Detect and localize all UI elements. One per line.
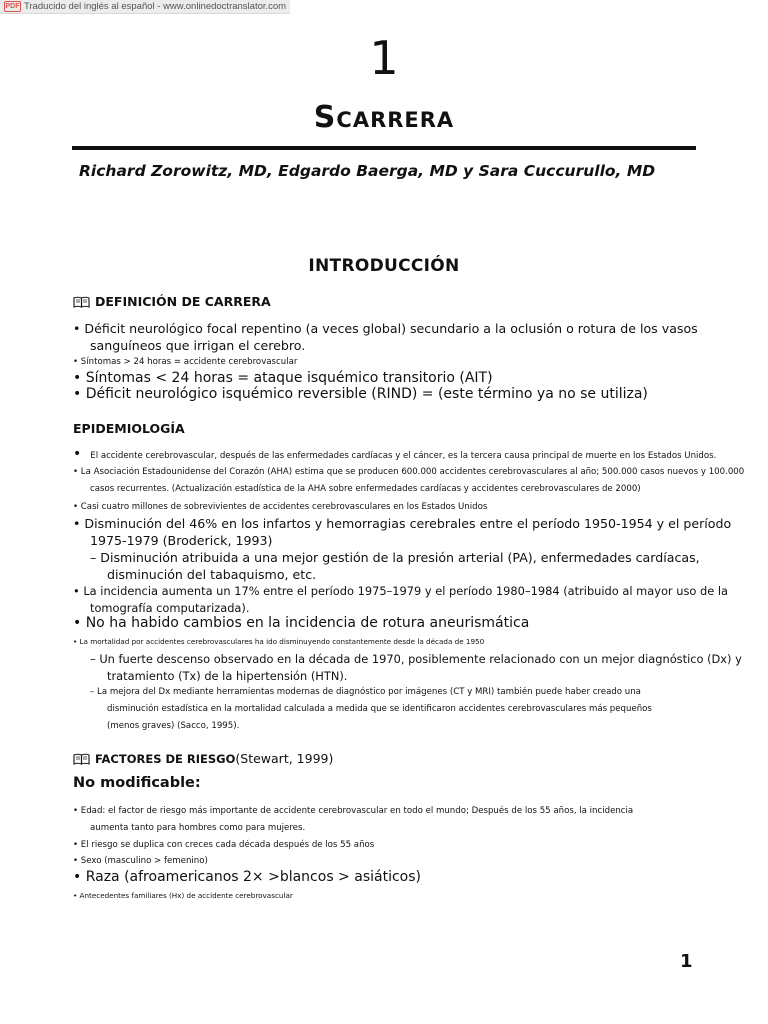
epidemiology-bullet-1: • El accidente cerebrovascular, después de las enfermedades cardíacas y el cáncer, es la tercera causa principal de muerte en los Estados Unidos.	[73, 446, 717, 462]
risk-bullet-1: • Edad: el factor de riesgo más importante de accidente cerebrovascular en todo el mundo; Después de los 55 años, la incidencia aumenta tanto para hombres como para mujeres.	[73, 806, 634, 833]
definition-heading-text: DEFINICIÓN DE CARRERA	[95, 294, 271, 309]
definition-bullet-4: • Déficit neurológico isquémico reversible (RIND) = (este término ya no se utiliza)	[73, 386, 648, 402]
definition-bullet-2: • Síntomas > 24 horas = accidente cerebrovascular	[73, 357, 298, 367]
non-modifiable-heading: No modificable:	[73, 775, 201, 791]
definition-bullet-3: • Síntomas < 24 horas = ataque isquémico transitorio (AIT)	[73, 370, 493, 386]
risk-bullet-5: • Antecedentes familiares (Hx) de accidente cerebrovascular	[73, 891, 293, 900]
page-number: 1	[680, 951, 693, 972]
epidemiology-sub-1: – Un fuerte descenso observado en la década de 1970, posiblemente relacionado con un mejor diagnóstico (Dx) y tratamiento (Tx) de la hipertensión (HTN).	[90, 652, 742, 683]
title-rule	[72, 146, 696, 150]
definition-bullet-1: • Déficit neurológico focal repentino (a veces global) secundario a la oclusión o rotura de los vasos sanguíneos que irrigan el cerebro.	[73, 321, 698, 353]
translator-banner[interactable]	[0, 0, 290, 14]
risk-factors-heading	[73, 751, 333, 766]
epidemiology-bullet-5: • La incidencia aumenta un 17% entre el período 1975–1979 y el período 1980–1984 (atribuido al mayor uso de la tomografía computarizada).	[73, 584, 728, 615]
epidemiology-bullet-6: • No ha habido cambios en la incidencia de rotura aneurismática	[73, 615, 530, 631]
definition-heading	[73, 294, 271, 309]
epidemiology-bullet-7: • La mortalidad por accidentes cerebrovasculares ha ido disminuyendo constantemente desde la década de 1950	[73, 637, 485, 646]
risk-bullet-4: • Raza (afroamericanos 2× >blancos > asiáticos)	[73, 869, 421, 885]
epidemiology-bullet-2: • La Asociación Estadounidense del Corazón (AHA) estima que se producen 600.000 accidentes cerebrovasculares al año; 500.000 casos nuevos y 100.000 casos recurrentes. (Actualización estadística de la AHA sobre enfermedades cardíacas y accidentes cerebrovasculares de 2000)	[73, 467, 745, 494]
book-icon	[73, 753, 90, 765]
epidemiology-heading: EPIDEMIOLOGÍA	[73, 421, 185, 436]
pdf-logo-icon: PDF	[5, 3, 20, 10]
authors: Richard Zorowitz, MD, Edgardo Baerga, MD y Sara Cuccurullo, MD	[79, 162, 656, 180]
book-icon	[73, 296, 90, 308]
risk-bullet-2: • El riesgo se duplica con creces cada década después de los 55 años	[73, 840, 375, 850]
risk-factors-citation: (Stewart, 1999)	[235, 751, 334, 766]
risk-bullet-3: • Sexo (masculino > femenino)	[73, 856, 208, 866]
risk-factors-heading-text: FACTORES DE RIESGO	[95, 751, 236, 766]
epidemiology-bullet-4: • Disminución del 46% en los infartos y hemorragias cerebrales entre el período 1950-1954 y el período 1975-1979 (Broderick, 1993) – Disminución atribuida a una mejor gestión de la presión arterial (PA), enfermedades cardíacas, disminución del tabaquismo, etc.	[73, 516, 732, 582]
epidemiology-sub-2: – La mejora del Dx mediante herramientas modernas de diagnóstico por imágenes (CT y MRI) también puede haber creado una disminución estadística en la mortalidad calculada a medida que se identificaron accidentes cerebrovasculares más pequeños (menos graves) (Sacco, 1995).	[90, 687, 652, 731]
epidemiology-bullet-3: • Casi cuatro millones de sobrevivientes de accidentes cerebrovasculares en los Estados Unidos	[73, 502, 488, 512]
banner-text[interactable]: Traducido del inglés al español - www.onlinedoctranslator.com	[24, 1, 287, 12]
chapter-title: Scarrera	[313, 100, 455, 135]
chapter-number: 1	[369, 31, 399, 85]
section-heading-introduction: INTRODUCCIÓN	[308, 256, 460, 276]
